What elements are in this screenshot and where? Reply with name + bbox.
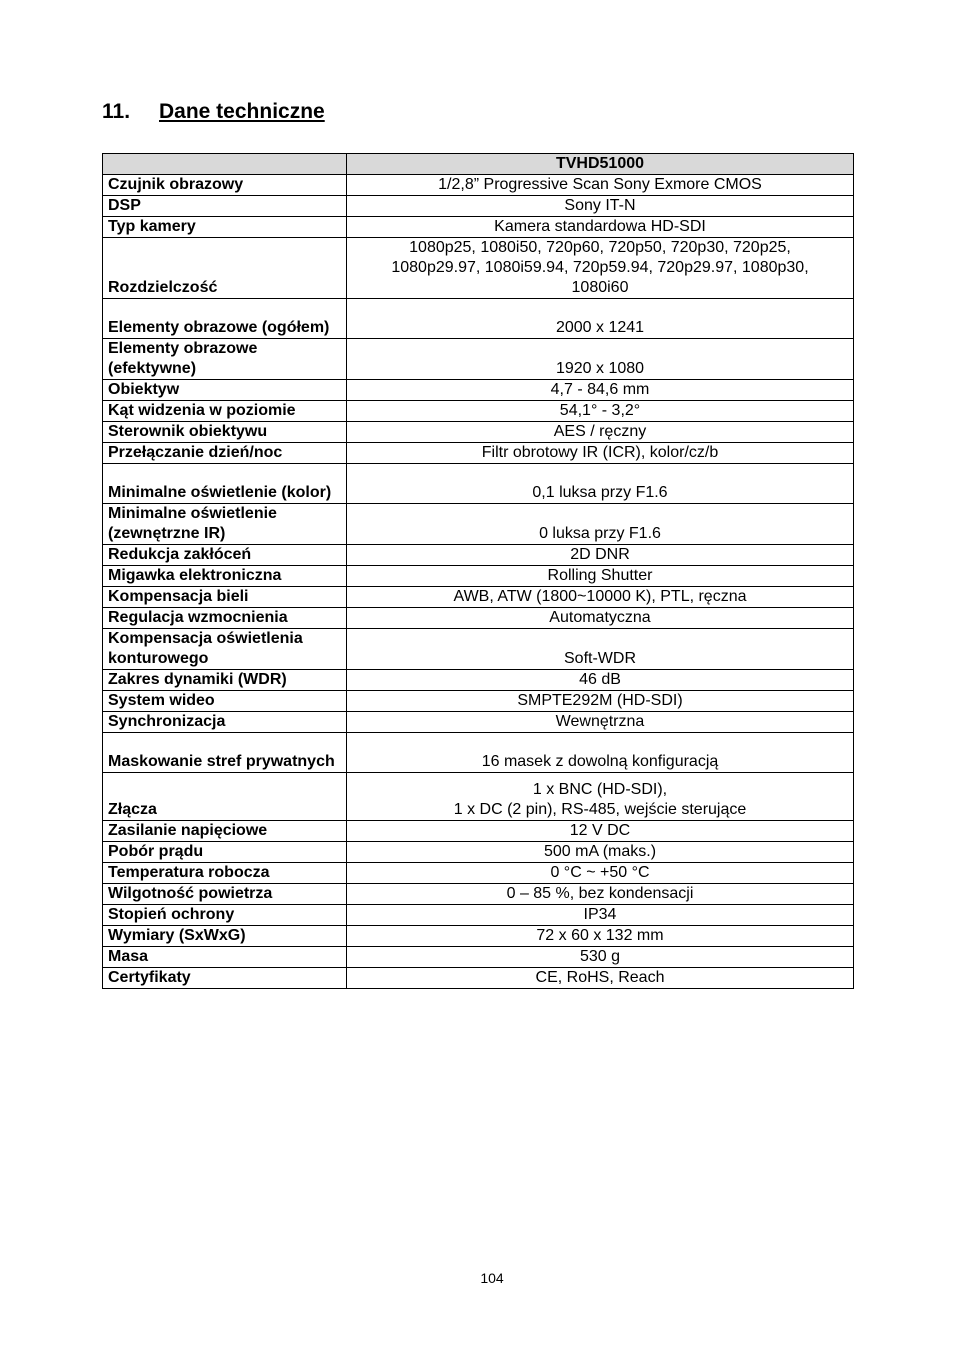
spec-value-line: AES / ręczny <box>553 423 647 440</box>
spec-value-line: 0 luksa przy F1.6 <box>539 525 661 542</box>
table-row <box>103 670 854 691</box>
spec-value-line: 1080p25, 1080i50, 720p60, 720p50, 720p30, 720p25, <box>409 239 791 256</box>
spec-value-line: 0 °C ~ +50 °C <box>550 864 650 881</box>
spec-value-line: 16 masek z dowolną konfiguracją <box>481 753 719 770</box>
table-row <box>103 863 854 884</box>
specifications-table <box>102 153 854 989</box>
spec-value-line: 1 x BNC (HD-SDI), <box>532 781 668 798</box>
spec-value-line: 1080p29.97, 1080i59.94, 720p59.94, 720p29.97, 1080p30, <box>391 259 809 276</box>
spec-label: Maskowanie stref prywatnych <box>103 733 347 773</box>
spec-value-line: 2D DNR <box>570 546 630 563</box>
spec-label: Obiektyw <box>103 380 347 401</box>
section-title: Dane techniczne <box>159 100 325 123</box>
specifications-table-body <box>103 154 854 989</box>
spec-label: Stopień ochrony <box>103 905 347 926</box>
spec-value-line: AWB, ATW (1800~10000 K), PTL, ręczna <box>453 588 747 605</box>
spec-value <box>347 217 854 238</box>
spec-value <box>347 422 854 443</box>
spec-value-line: 500 mA (maks.) <box>543 843 657 860</box>
table-row <box>103 175 854 196</box>
spec-value-line: 2000 x 1241 <box>555 319 645 336</box>
spec-value <box>347 175 854 196</box>
spec-value <box>347 691 854 712</box>
spec-label: Migawka elektroniczna <box>103 566 347 587</box>
spec-label: Elementy obrazowe (ogółem) <box>103 299 347 339</box>
spec-value <box>347 238 854 299</box>
spec-value-line: Soft-WDR <box>564 650 636 667</box>
spec-value <box>347 884 854 905</box>
spec-value-line: 12 V DC <box>569 822 631 839</box>
spec-value <box>347 196 854 217</box>
spec-label: Zakres dynamiki (WDR) <box>103 670 347 691</box>
spec-value <box>347 629 854 670</box>
spec-value-line: Sony IT-N <box>564 197 636 214</box>
spec-value <box>347 733 854 773</box>
table-row <box>103 947 854 968</box>
spec-value <box>347 339 854 380</box>
table-row <box>103 566 854 587</box>
spec-label: Synchronizacja <box>103 712 347 733</box>
spec-value-line: IP34 <box>583 906 617 923</box>
spec-label: Kąt widzenia w poziomie <box>103 401 347 422</box>
spec-label: Wymiary (SxWxG) <box>103 926 347 947</box>
spec-value-line: SMPTE292M (HD-SDI) <box>517 692 683 709</box>
spec-label: Regulacja wzmocnienia <box>103 608 347 629</box>
spec-value-line: 0 – 85 %, bez kondensacji <box>506 885 694 902</box>
table-row <box>103 401 854 422</box>
table-row <box>103 773 854 821</box>
spec-value <box>347 712 854 733</box>
spec-label: Minimalne oświetlenie (zewnętrzne IR) <box>103 504 347 545</box>
spec-label: System wideo <box>103 691 347 712</box>
spec-label: Temperatura robocza <box>103 863 347 884</box>
spec-label: Certyfikaty <box>103 968 347 989</box>
table-row <box>103 712 854 733</box>
spec-value <box>347 821 854 842</box>
spec-value <box>347 608 854 629</box>
spec-label: Pobór prądu <box>103 842 347 863</box>
table-row <box>103 842 854 863</box>
spec-value <box>347 842 854 863</box>
spec-value-line: Filtr obrotowy IR (ICR), kolor/cz/b <box>481 444 719 461</box>
model-name: TVHD51000 <box>347 154 854 175</box>
spec-value <box>347 863 854 884</box>
spec-value <box>347 545 854 566</box>
table-row <box>103 608 854 629</box>
spec-value <box>347 905 854 926</box>
spec-value <box>347 380 854 401</box>
spec-label: Zasilanie napięciowe <box>103 821 347 842</box>
table-row <box>103 380 854 401</box>
spec-value-line: 0,1 luksa przy F1.6 <box>532 484 668 501</box>
table-row <box>103 196 854 217</box>
header-label-cell <box>103 154 347 175</box>
table-row <box>103 587 854 608</box>
table-header-row <box>103 154 854 175</box>
spec-value-line: 46 dB <box>579 671 621 688</box>
table-row <box>103 905 854 926</box>
spec-value <box>347 947 854 968</box>
table-row <box>103 443 854 464</box>
spec-value <box>347 464 854 504</box>
spec-value <box>347 566 854 587</box>
spec-value-line: 72 x 60 x 132 mm <box>536 927 664 944</box>
table-row <box>103 691 854 712</box>
table-row <box>103 238 854 299</box>
spec-value <box>347 299 854 339</box>
spec-label: Kompensacja bieli <box>103 587 347 608</box>
spec-value <box>347 670 854 691</box>
spec-value-line: 1080i60 <box>571 279 629 296</box>
table-row <box>103 339 854 380</box>
spec-label: Elementy obrazowe (efektywne) <box>103 339 347 380</box>
section-number: 11. <box>102 100 131 123</box>
spec-value-line: Automatyczna <box>549 609 651 626</box>
table-row <box>103 217 854 238</box>
spec-label: Wilgotność powietrza <box>103 884 347 905</box>
spec-value-line: 54,1° - 3,2° <box>559 402 641 419</box>
spec-value <box>347 968 854 989</box>
spec-value-line: 1/2,8” Progressive Scan Sony Exmore CMOS <box>438 176 762 193</box>
spec-value <box>347 587 854 608</box>
table-row <box>103 821 854 842</box>
spec-label: Masa <box>103 947 347 968</box>
spec-value-line: 1 x DC (2 pin), RS-485, wejście sterujące <box>453 801 747 818</box>
spec-label: Sterownik obiektywu <box>103 422 347 443</box>
spec-value-line: Rolling Shutter <box>547 567 653 584</box>
spec-value-line: 1920 x 1080 <box>555 360 645 377</box>
page-number: 104 <box>480 1270 504 1286</box>
spec-label: Minimalne oświetlenie (kolor) <box>103 464 347 504</box>
spec-value-line: Wewnętrzna <box>555 713 645 730</box>
spec-value-line: CE, RoHS, Reach <box>535 969 665 986</box>
spec-label: Kompensacja oświetlenia konturowego <box>103 629 347 670</box>
spec-label: DSP <box>103 196 347 217</box>
table-row <box>103 884 854 905</box>
table-row <box>103 464 854 504</box>
spec-value <box>347 926 854 947</box>
spec-value <box>347 401 854 422</box>
table-row <box>103 968 854 989</box>
spec-label: Redukcja zakłóceń <box>103 545 347 566</box>
table-row <box>103 299 854 339</box>
table-row <box>103 422 854 443</box>
spec-value <box>347 443 854 464</box>
spec-label: Rozdzielczość <box>103 238 347 299</box>
spec-label: Przełączanie dzień/noc <box>103 443 347 464</box>
spec-value-line: 530 g <box>579 948 621 965</box>
spec-value <box>347 773 854 821</box>
spec-label: Czujnik obrazowy <box>103 175 347 196</box>
table-row <box>103 926 854 947</box>
spec-label: Typ kamery <box>103 217 347 238</box>
spec-value-line: Kamera standardowa HD-SDI <box>494 218 706 235</box>
spec-value <box>347 504 854 545</box>
spec-label: Złącza <box>103 773 347 821</box>
table-row <box>103 733 854 773</box>
table-row <box>103 629 854 670</box>
section-heading <box>102 98 325 126</box>
table-row <box>103 504 854 545</box>
spec-value-line: 4,7 - 84,6 mm <box>550 381 650 398</box>
table-row <box>103 545 854 566</box>
